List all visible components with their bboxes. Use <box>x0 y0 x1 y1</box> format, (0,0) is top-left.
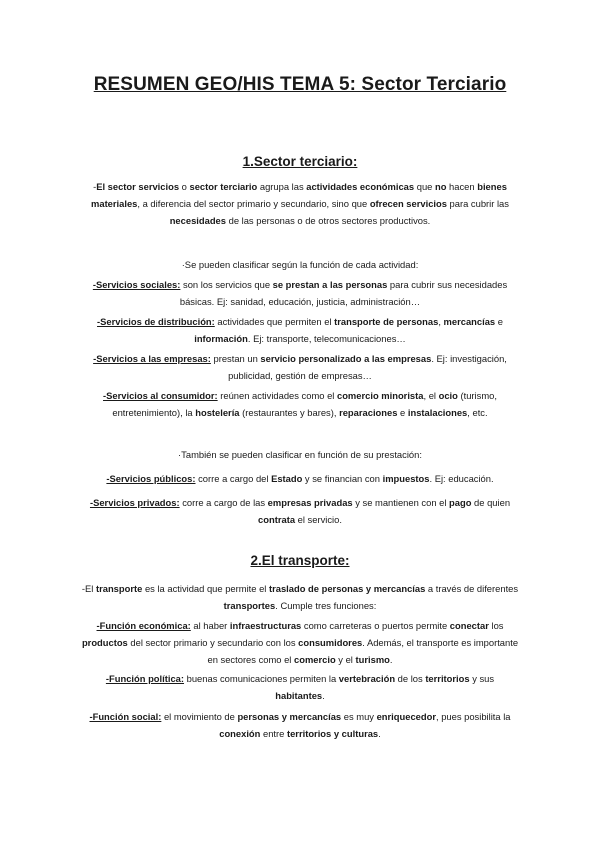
text-run: , etc. <box>467 407 488 418</box>
bold-text: contrata <box>258 514 296 525</box>
bold-text: Estado <box>271 473 303 484</box>
bold-text: se prestan a las personas <box>272 279 388 290</box>
text-run: . Ej: educación. <box>429 473 494 484</box>
bold-text: territorios <box>425 673 470 684</box>
bold-text: hostelería <box>195 407 240 418</box>
bold-text: ocio <box>438 390 458 401</box>
text-run: y se mantienen con el <box>352 497 450 508</box>
text-run: a través de diferentes <box>425 583 519 594</box>
text-run: (turismo, entretenimiento), la <box>112 390 497 418</box>
bold-text: necesidades <box>169 215 226 226</box>
item-servicios-distribucion <box>80 313 520 347</box>
funcion-politica <box>80 670 520 704</box>
bold-text: conectar <box>449 620 489 631</box>
text-run: corre a cargo de las <box>179 497 268 508</box>
text-run: (restaurantes y bares), <box>239 407 340 418</box>
section-1-heading: 1.Sector terciario: <box>242 154 358 169</box>
text-run: . Ej: transporte, telecomunicaciones… <box>247 333 406 344</box>
item-label: -Servicios al consumidor: <box>103 390 218 401</box>
bold-text: productos <box>81 637 128 648</box>
bold-text: mercancías <box>443 316 496 327</box>
text-run: como carreteras o puertos permite <box>301 620 450 631</box>
bold-text: servicio personalizado a las empresas <box>260 353 432 364</box>
bold-text: comercio minorista <box>336 390 424 401</box>
text-run: . Además, el transporte es importante en sectores como el <box>207 637 519 665</box>
text-run: y sus <box>469 673 495 684</box>
text-run: , <box>438 316 444 327</box>
text-run: hacen <box>446 181 478 192</box>
bold-text: habitantes <box>275 690 323 701</box>
item-servicios-consumidor <box>80 387 520 421</box>
bold-text: turismo <box>355 654 390 665</box>
text-run: de los <box>395 673 426 684</box>
text-run: actividades que permiten el <box>214 316 335 327</box>
bold-text: comercio <box>294 654 336 665</box>
bold-text: sector terciario <box>189 181 258 192</box>
bold-text: bienes materiales <box>91 181 507 209</box>
bold-text: actividades económicas <box>306 181 415 192</box>
item-servicios-privados <box>80 494 520 528</box>
text-run: al haber <box>190 620 230 631</box>
section-2-heading: 2.El transporte: <box>250 553 350 568</box>
text-run: de las personas o de otros sectores productivos. <box>226 215 431 226</box>
bold-text: transporte de personas <box>334 316 439 327</box>
funcion-economica <box>80 617 520 668</box>
text-run: buenas comunicaciones permiten la <box>184 673 339 684</box>
bold-text: enriquecedor <box>376 711 436 722</box>
item-servicios-sociales <box>80 276 520 310</box>
item-label: -Servicios a las empresas: <box>93 353 211 364</box>
text-run: . <box>322 690 325 701</box>
item-label: -Servicios de distribución: <box>97 316 215 327</box>
bold-text: reparaciones <box>339 407 398 418</box>
text-run: para cubrir las <box>446 198 509 209</box>
bold-text: transporte <box>95 583 143 594</box>
text-run: . Ej: investigación, publicidad, gestión de empresas… <box>228 353 507 381</box>
text-run: corre a cargo del <box>195 473 272 484</box>
text-run: , a diferencia del sector primario y secundario, sino que <box>137 198 370 209</box>
text-run: . <box>378 728 381 739</box>
text-run: es la actividad que permite el <box>142 583 269 594</box>
classification-by-provision-intro: ·También se pueden clasificar en función de su prestación: <box>178 449 422 460</box>
bold-text: territorios y culturas <box>286 728 379 739</box>
text-run: son los servicios que <box>180 279 273 290</box>
text-run: los <box>488 620 504 631</box>
classification-by-function-intro: ·Se pueden clasificar según la función de cada actividad: <box>181 259 419 270</box>
bold-text: instalaciones <box>407 407 468 418</box>
item-servicios-publicos <box>80 470 520 487</box>
bold-text: consumidores <box>298 637 363 648</box>
text-run: del sector primario y secundario con los <box>127 637 299 648</box>
text-run: agrupa las <box>257 181 307 192</box>
bold-text: impuestos <box>382 473 430 484</box>
text-run: entre <box>260 728 287 739</box>
text-run: para cubrir sus necesidades básicas. Ej: sanidad, educación, justicia, administración… <box>179 279 508 307</box>
bold-text: traslado de personas y mercancías <box>268 583 426 594</box>
section-1-intro <box>78 178 522 229</box>
text-run: el movimiento de <box>161 711 238 722</box>
item-label: -Función social: <box>89 711 162 722</box>
item-label: -Servicios públicos: <box>106 473 196 484</box>
bold-text: información <box>194 333 248 344</box>
bold-text: conexión <box>219 728 261 739</box>
bold-text: vertebración <box>338 673 396 684</box>
text-run: de quien <box>471 497 511 508</box>
text-run: . Cumple tres funciones: <box>275 600 377 611</box>
bold-text: infraestructuras <box>229 620 302 631</box>
text-run: - <box>93 181 97 192</box>
bold-text: personas y mercancías <box>237 711 342 722</box>
text-run: y el <box>335 654 356 665</box>
section-2-intro <box>80 580 520 614</box>
item-label: -Servicios sociales: <box>92 279 181 290</box>
text-run: e <box>397 407 408 418</box>
text-run: , el <box>423 390 439 401</box>
item-label: -Servicios privados: <box>89 497 180 508</box>
item-label: -Función política: <box>105 673 185 684</box>
text-run: o <box>179 181 190 192</box>
item-servicios-empresas <box>80 350 520 384</box>
page-title: RESUMEN GEO/HIS TEMA 5: Sector Terciario <box>93 74 507 95</box>
bold-text: transportes <box>223 600 276 611</box>
item-label: -Función económica: <box>96 620 191 631</box>
funcion-social <box>80 708 520 742</box>
text-run: reúnen actividades como el <box>217 390 337 401</box>
text-run: es muy <box>341 711 377 722</box>
bold-text: ofrecen servicios <box>369 198 447 209</box>
text-run: -El <box>81 583 96 594</box>
text-run: el servicio. <box>295 514 342 525</box>
bold-text: empresas privadas <box>267 497 353 508</box>
text-run: y se financian con <box>302 473 383 484</box>
text-run: prestan un <box>210 353 261 364</box>
text-run: . <box>389 654 393 665</box>
bold-text: pago <box>449 497 472 508</box>
bold-text: no <box>434 181 447 192</box>
text-run: que <box>414 181 435 192</box>
bold-text: El sector servicios <box>96 181 180 192</box>
text-run: , pues posibilita la <box>435 711 511 722</box>
text-run: e <box>495 316 503 327</box>
